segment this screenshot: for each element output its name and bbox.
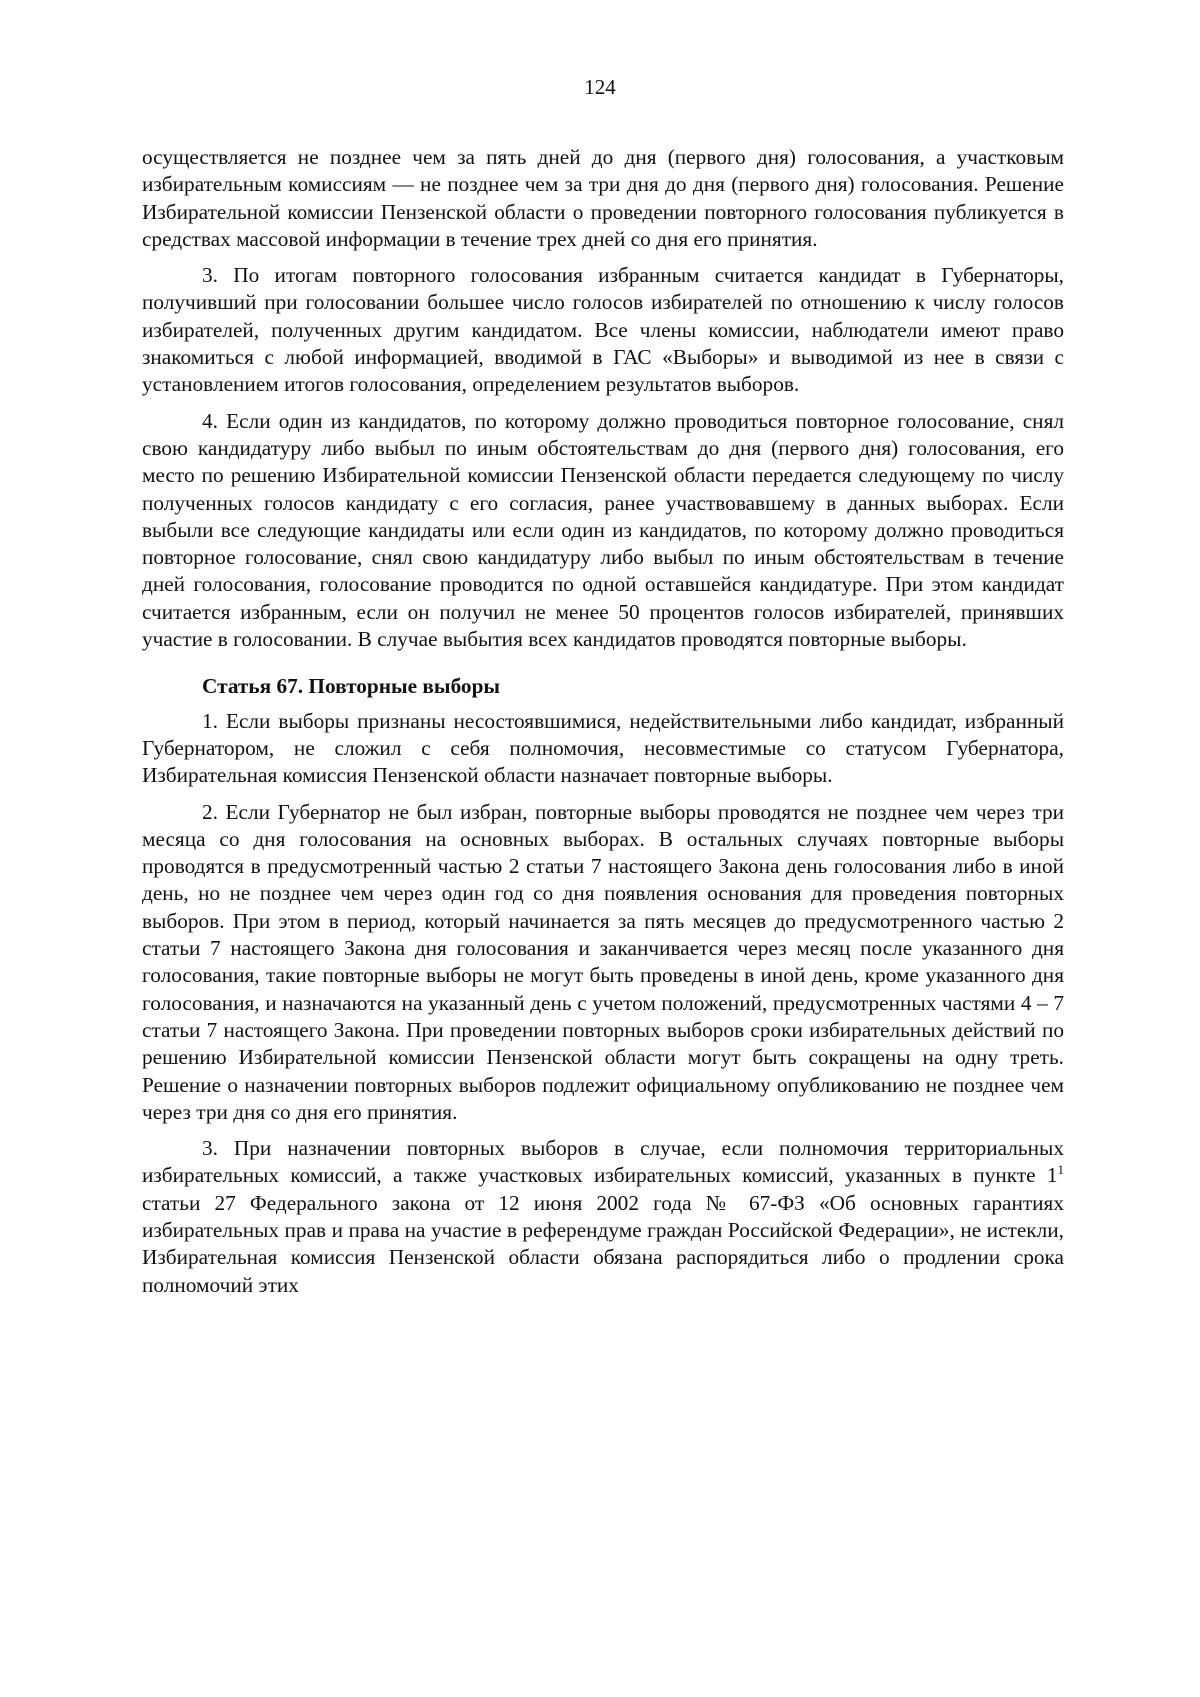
article-paragraph-3-start: 3. При назначении повторных выборов в случае, если полномочия территориальных избирательных комиссий, а также участковых избирательных комиссий, указанных в пункте 1 <box>142 1136 1064 1188</box>
paragraph-item-4: 4. Если один из кандидатов, по которому должно проводиться повторное голосование, снял свою кандидатуру либо выбыл по иным обстоятельствам до дня (первого дня) голосования, его место по решению Избирательной комиссии Пензенской области передается следующему по числу полученных голосов кандидату с его согласия, ранее участвовавшему в данных выборах. Если выбыли все следующие кандидаты или если один из кандидатов, по которому должно проводиться повторное голосование, снял свою кандидатуру либо выбыл по иным обстоятельствам в течение дней голосования, голосование проводится по одной оставшейся кандидатуре. При этом кандидат считается избранным, если он получил не менее 50 процентов голосов избирателей, принявших участие в голосовании. В случае выбытия всех кандидатов проводятся повторные выборы. <box>142 408 1064 652</box>
article-paragraph-3-end: статьи 27 Федерального закона от 12 июня 2002 года № 67-ФЗ «Об основных гарантиях избирательных прав и права на участие в референдуме граждан Российской Федерации», не истекли, Избирательная комиссия Пензенской области обязана распорядиться либо о продлении срока полномочий этих <box>142 1190 1064 1297</box>
article-paragraph-2: 2. Если Губернатор не был избран, повторные выборы проводятся не позднее чем через три месяца со дня голосования на основных выборах. В остальных случаях повторные выборы проводятся в предусмотренный частью 2 статьи 7 настоящего Закона день голосования либо в иной день, но не позднее чем через один год со дня появления основания для проведения повторных выборов. При этом в период, который начинается за пять месяцев до предусмотренного частью 2 статьи 7 настоящего Закона дня голосования и заканчивается через месяц после указанного дня голосования, такие повторные выборы не могут быть проведены в иной день, кроме указанного дня голосования, и назначаются на указанный день с учетом положений, предусмотренных частями 4 – 7 статьи 7 настоящего Закона. При проведении повторных выборов сроки избирательных действий по решению Избирательной комиссии Пензенской области могут быть сокращены на одну треть. Решение о назначении повторных выборов подлежит официальному опубликованию не позднее чем через три дня со дня его принятия. <box>142 799 1064 1124</box>
article-paragraph-3 <box>142 1135 1064 1299</box>
article-paragraph-1: 1. Если выборы признаны несостоявшимися, недействительными либо кандидат, избранный Губернатором, не сложил с себя полномочия, несовместимые со статусом Губернатора, Избирательная комиссия Пензенской области назначает повторные выборы. <box>142 708 1064 788</box>
footnote-superscript: 1 <box>1057 1162 1064 1178</box>
paragraph-item-3: 3. По итогам повторного голосования избранным считается кандидат в Губернаторы, получивший при голосовании большее число голосов избирателей по отношению к числу голосов избирателей, полученных другим кандидатом. Все члены комиссии, наблюдатели имеют право знакомиться с любой информацией, вводимой в ГАС «Выборы» и выводимой из нее в связи с установлением итогов голосования, определением результатов выборов. <box>142 263 1064 397</box>
paragraph-continuation: осуществляется не позднее чем за пять дней до дня (первого дня) голосования, а участковым избирательным комиссиям — не позднее чем за три дня до дня (первого дня) голосования. Решение Избирательной комиссии Пензенской области о проведении повторного голосования публикуется в средствах массовой информации в течение трех дней со дня его принятия. <box>142 145 1064 251</box>
page-number: 124 <box>584 75 616 99</box>
document-body <box>142 144 1064 1299</box>
article-heading: Статья 67. Повторные выборы <box>202 674 501 699</box>
